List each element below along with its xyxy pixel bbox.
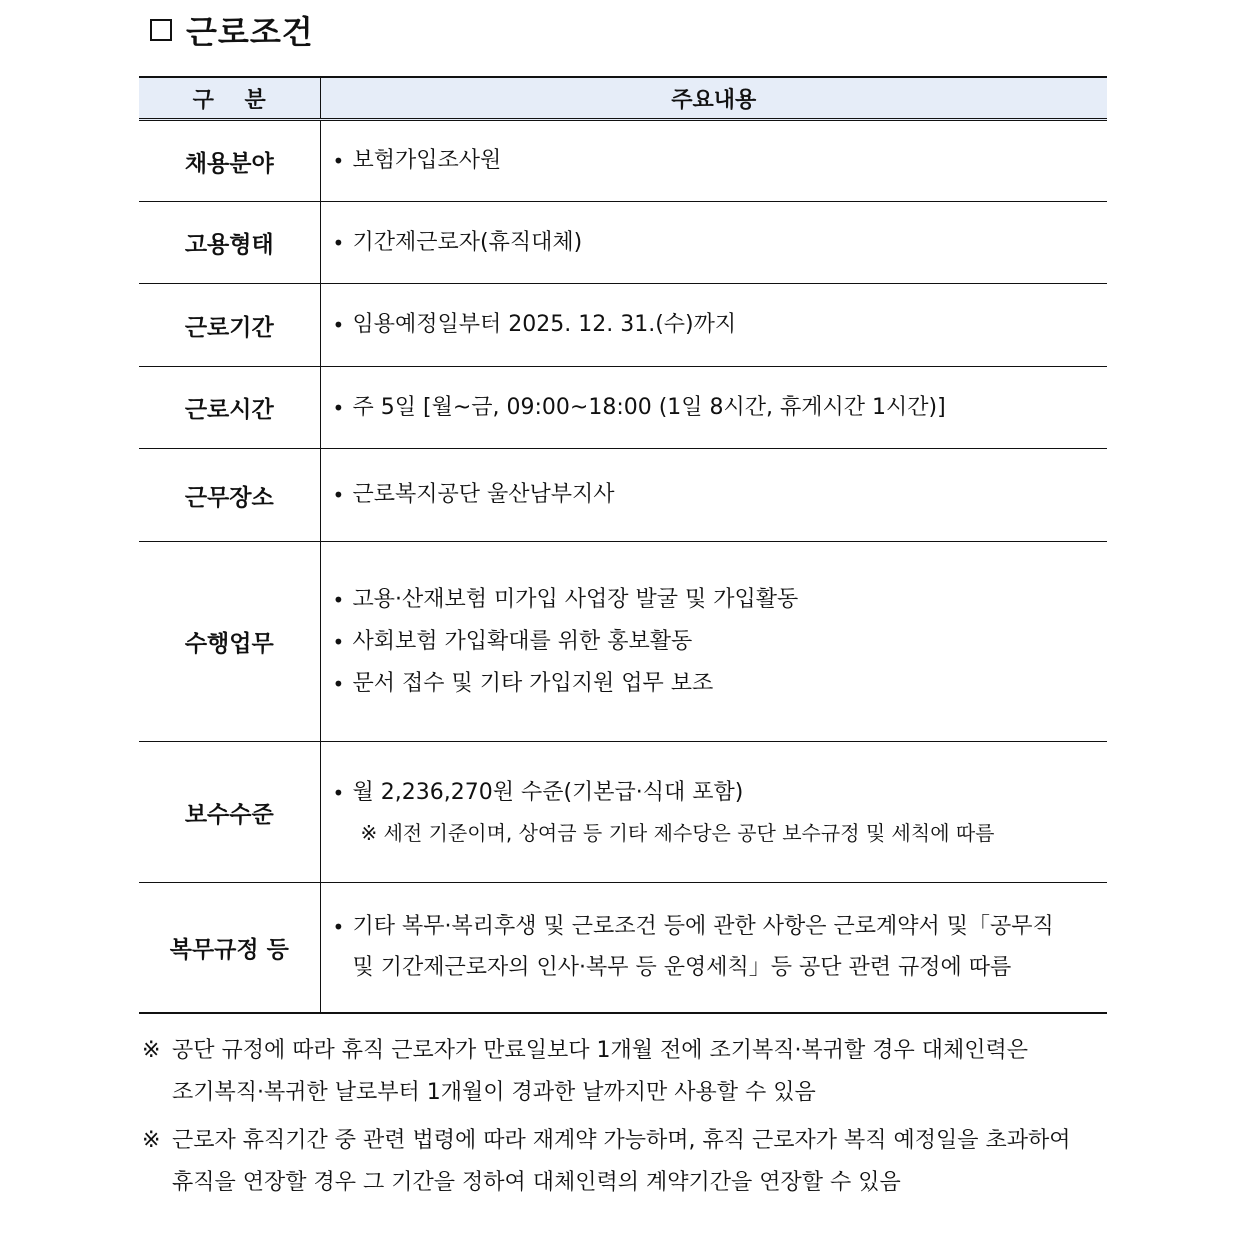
- section-title: 근로조건: [186, 13, 314, 51]
- working-conditions-table: [139, 76, 1107, 1014]
- bullet-item: • 문서 접수 및 기타 가입지원 업무 보조: [333, 663, 1100, 705]
- footnote-line: 조기복직·복귀한 날로부터 1개월이 경과한 날까지만 사용할 수 있음: [172, 1080, 816, 1105]
- footnote-line: 근로자 휴직기간 중 관련 법령에 따라 재계약 가능하며, 휴직 근로자가 복직 예정일을 초과하여: [172, 1128, 1071, 1153]
- row-label: 수행업무: [139, 542, 320, 742]
- bullet-item: • 임용예정일부터 2025. 12. 31.(수)까지: [333, 304, 1100, 346]
- reference-mark-icon: ※: [142, 1038, 161, 1063]
- row-label: 채용분야: [139, 120, 320, 202]
- section-heading: [150, 8, 314, 52]
- bullet-item: • 고용·산재보험 미가입 사업장 발굴 및 가입활동: [333, 579, 1100, 621]
- bullet-item: • 보험가입조사원: [333, 140, 1100, 182]
- bullet-item: • 주 5일 [월~금, 09:00~18:00 (1일 8시간, 휴게시간 1시간)]: [333, 387, 1100, 429]
- reference-mark-icon: ※: [142, 1128, 161, 1153]
- row-content: [320, 742, 1107, 883]
- table-header-row: [139, 77, 1107, 120]
- footnote-line: 공단 규정에 따라 휴직 근로자가 만료일보다 1개월 전에 조기복직·복귀할 경우 대체인력은: [172, 1038, 1028, 1063]
- bullet-item: • 사회보험 가입확대를 위한 홍보활동: [333, 621, 1100, 663]
- row-label: 고용형태: [139, 202, 320, 284]
- footnote-line: 휴직을 연장할 경우 그 기간을 정하여 대체인력의 계약기간을 연장할 수 있음: [172, 1170, 901, 1195]
- table-row-work-hours: [139, 367, 1107, 449]
- checkbox-square-icon: [150, 19, 172, 41]
- row-content: [320, 883, 1107, 1013]
- table-row-employment-type: [139, 202, 1107, 284]
- salary-note: ※ 세전 기준이며, 상여금 등 기타 제수당은 공단 보수규정 및 세칙에 따름: [360, 821, 995, 845]
- header-category: 구 분: [139, 77, 320, 120]
- bullet-item: • 기간제근로자(휴직대체): [333, 222, 1100, 264]
- bullet-item: • 근로복지공단 울산남부지사: [333, 474, 1100, 516]
- row-label: 근로기간: [139, 284, 320, 367]
- row-label: 복무규정 등: [139, 883, 320, 1013]
- bullet-line: • 기타 복무·복리후생 및 근로조건 등에 관한 사항은 근로계약서 및「공무직: [352, 914, 1054, 940]
- row-label: 보수수준: [139, 742, 320, 883]
- row-content: [320, 202, 1107, 284]
- table-row-service-rules: [139, 883, 1107, 1013]
- footnotes: [142, 1030, 1102, 1210]
- row-content: [320, 120, 1107, 202]
- row-content: [320, 449, 1107, 542]
- row-content: [320, 367, 1107, 449]
- table-row-recruit-field: [139, 120, 1107, 202]
- table-row-salary: [139, 742, 1107, 883]
- table-row-work-period: [139, 284, 1107, 367]
- table-row-duties: [139, 542, 1107, 742]
- row-content: [320, 542, 1107, 742]
- table-row-workplace: [139, 449, 1107, 542]
- bullet-item: • 월 2,236,270원 수준(기본급·식대 포함): [333, 772, 1100, 814]
- row-label: 근로시간: [139, 367, 320, 449]
- footnote: [142, 1120, 1102, 1204]
- header-content: 주요내용: [320, 77, 1107, 120]
- bullet-line: 및 기간제근로자의 인사·복무 등 운영세칙」등 공단 관련 규정에 따름: [352, 955, 1012, 981]
- footnote: [142, 1030, 1102, 1114]
- row-label: 근무장소: [139, 449, 320, 542]
- row-content: [320, 284, 1107, 367]
- bullet-item: [333, 906, 1100, 988]
